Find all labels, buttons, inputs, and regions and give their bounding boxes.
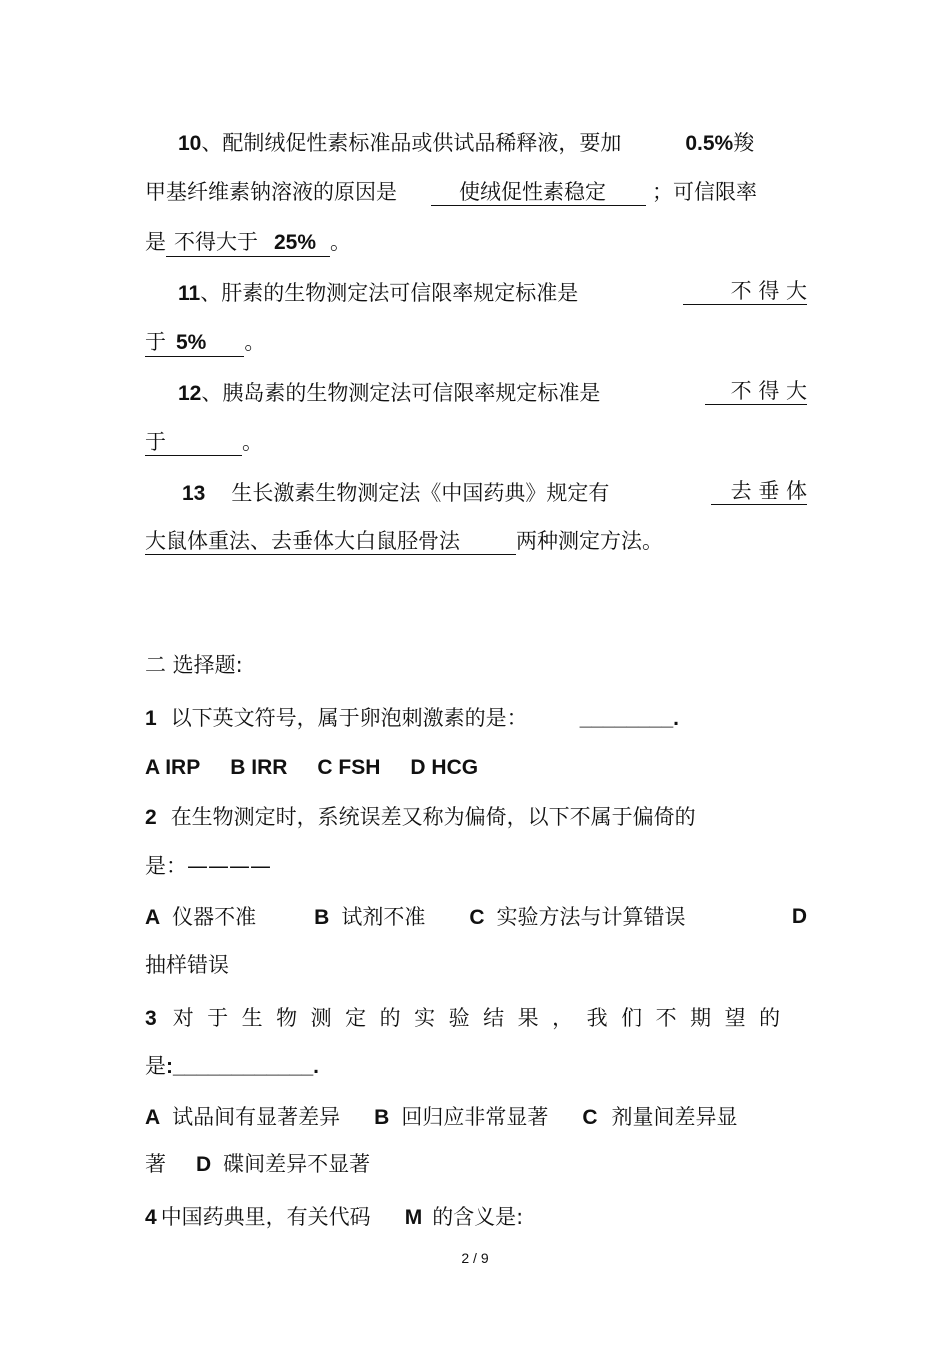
c2-option-c: 实验方法与计算错误 [496, 905, 686, 929]
c1-number: 1 [145, 707, 157, 730]
q10-line-2 [145, 177, 807, 207]
q11-end: 。 [244, 330, 266, 354]
q12-end: 。 [242, 430, 263, 454]
q10-text-d: ；可信限率 [652, 180, 757, 204]
q13-end: 两种测定方法。 [516, 529, 663, 553]
c2-option-b: 试剂不准 [341, 905, 426, 929]
q13-line-1 [182, 478, 807, 509]
c3-blank: :____________. [166, 1055, 319, 1078]
q10-answer-2: 不得大于 25% [166, 229, 330, 257]
q12-line-1 [178, 378, 807, 409]
c3-text-2: 是 [145, 1054, 166, 1078]
q10-text-c: 甲基纤维素钠溶液的原因是 [145, 180, 397, 204]
c2-option-a: 仪器不准 [172, 905, 257, 929]
q10-text-b: 羧 [733, 131, 755, 155]
q13-answer-a: 去 垂 体 [711, 478, 807, 505]
q11-line-2 [145, 327, 807, 357]
c3-options-line-2: 著 D 碟间差异不显著 [145, 1152, 371, 1176]
q13-number: 13 [182, 482, 206, 505]
q11-answer-b: 于 5% [145, 329, 244, 357]
q12-number: 12 [178, 382, 202, 405]
q10-answer-1: 使绒促性素稳定 [431, 179, 646, 206]
c4-text-2: 的含义是: [432, 1205, 524, 1229]
section-2-title: 二 选择题: [145, 653, 243, 677]
c1-options [145, 753, 807, 783]
q10-percent: 0.5% [685, 132, 734, 155]
q12-answer-a: 不 得 大 [705, 378, 807, 405]
q12-text-a: 、胰岛素的生物测定法可信限率规定标准是 [201, 381, 601, 405]
q11-line-1 [178, 278, 807, 309]
q11-number: 11 [178, 282, 201, 305]
c3-question-line-1 [145, 1003, 807, 1034]
q12-answer-b: 于 [145, 429, 242, 456]
q10-end: 。 [330, 230, 352, 254]
c4-code: M [404, 1206, 423, 1229]
q10-text-a: 、配制绒促性素标准品或供试品稀释液，要加 [201, 131, 622, 155]
q13-line-2 [145, 526, 807, 556]
c2-options: A 仪器不准 B 试剂不准 C 实验方法与计算错误 D [145, 905, 807, 929]
c1-option-a: A IRP [145, 756, 201, 779]
c2-number: 2 [145, 806, 157, 829]
c3-text-1: 对于生物测定的实验结果，我们不期望的 [172, 1006, 794, 1030]
c3-question-line-2 [145, 1051, 807, 1082]
c1-option-b: B IRR [230, 756, 288, 779]
c3-number: 3 [145, 1007, 157, 1030]
c3-option-d: 碟间差异不显著 [223, 1152, 371, 1176]
c2-option-d: 抽样错误 [145, 953, 229, 977]
c1-option-d: D HCG [410, 756, 479, 779]
c3-option-c-cont: 著 [145, 1152, 166, 1176]
c2-text-1: 在生物测定时，系统误差又称为偏倚，以下不属于偏倚的 [170, 805, 696, 829]
q10-text-e: 是 [145, 230, 166, 254]
q10-line-3 [145, 227, 807, 257]
c4-question [145, 1202, 807, 1233]
q11-text-a: 、肝素的生物测定法可信限率规定标准是 [200, 281, 579, 305]
c3-option-a: 试品间有显著差异 [172, 1105, 341, 1129]
q12-line-2 [145, 427, 807, 457]
c3-options: A 试品间有显著差异 B 回归应非常显著 C 剂量间差异显 [145, 1105, 738, 1129]
q13-text-a: 生长激素生物测定法《中国药典》规定有 [231, 481, 610, 505]
q10-line-1 [178, 128, 807, 159]
c1-option-c: C FSH [317, 756, 381, 779]
c1-blank: ________. [579, 707, 679, 730]
c1-question [145, 703, 807, 734]
c4-text-1: 中国药典里，有关代码 [160, 1205, 371, 1229]
page-number: 2 / 9 [461, 1250, 489, 1266]
c3-option-b: 回归应非常显著 [401, 1105, 549, 1129]
c3-option-c: 剂量间差异显 [611, 1105, 738, 1129]
c2-question-line-1 [145, 802, 807, 833]
c2-question-line-2: 是：———— [145, 854, 271, 878]
q11-answer-a: 不 得 大 [683, 278, 807, 305]
c4-number: 4 [145, 1206, 157, 1229]
c1-text: 以下英文符号，属于卵泡刺激素的是： [170, 706, 528, 730]
q13-answer-b: 大鼠体重法、去垂体大白鼠胫骨法 [145, 528, 516, 555]
q10-number: 10 [178, 132, 202, 155]
